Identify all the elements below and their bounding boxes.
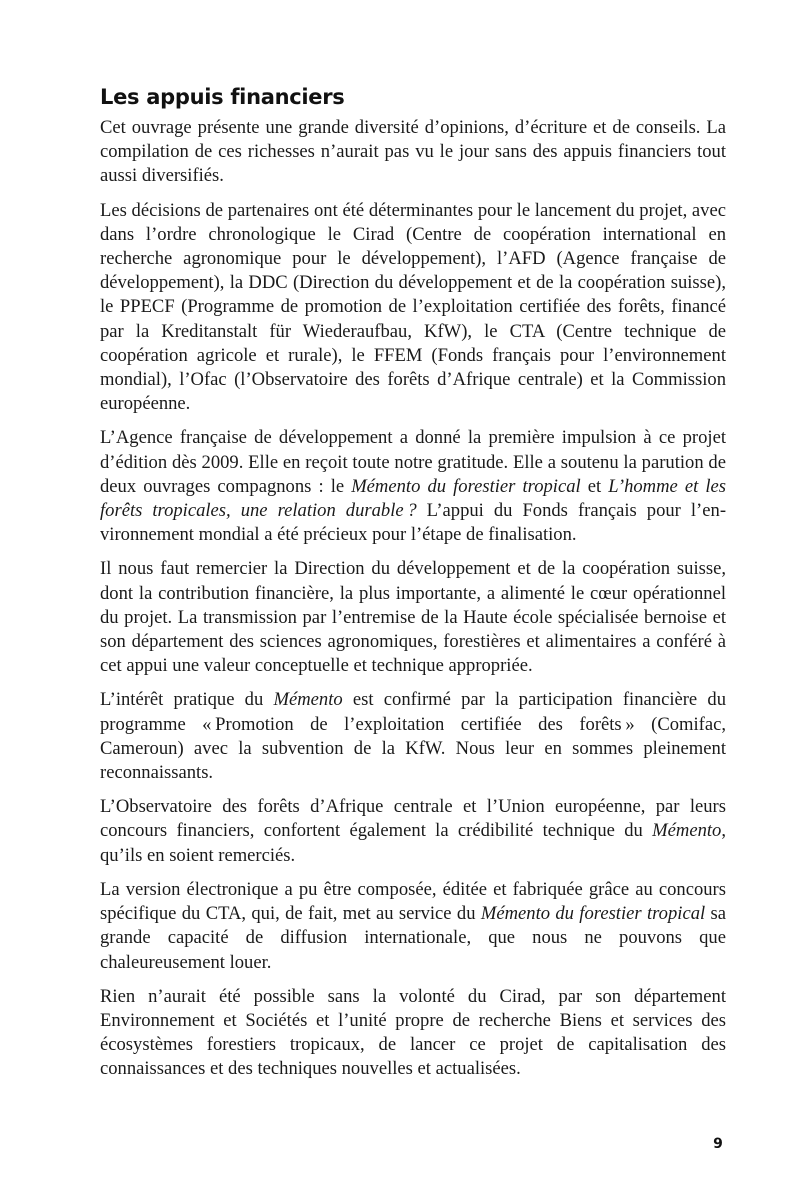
book-title-memento: Mémento du forestier tropical: [351, 475, 581, 497]
paragraph-text: Rien n’aurait été possible sans la volonté du Cirad, par son département Environnement et Sociétés et l’unité propre de recherche Biens et services des écosystèmes forestiers tropicaux, de lancer ce projet de capitalisation des connaissances et des techniques nouvelles et actualisées.: [100, 985, 726, 1080]
paragraph-text: L’Observatoire des forêts d’Afrique centrale et l’Union européenne, par leurs concours financiers, confortent également la crédibilité technique du: [100, 796, 726, 842]
paragraph-text: L’appui du Fonds français pour l’environnement mondial a été précieux pour l’étape de finalisation.: [100, 500, 727, 546]
section-heading: Les appuis financiers: [100, 85, 345, 109]
paragraph-text: sa grande capacité de diffusion internationale, que nous ne pouvons que chaleureusement louer.: [100, 903, 726, 973]
paragraph-cirad: [100, 985, 726, 1082]
paragraph-ppecf: [100, 688, 726, 785]
page-body: [100, 82, 726, 1092]
paragraph-text: , qu’ils en soient remerciés.: [100, 820, 726, 866]
paragraph-text: L’Agence française de développement a donné la première impulsion à ce projet d’édition dès 2009. Elle en reçoit toute notre gratitude. Elle a soutenu la parution de deux ouvrages compagnons : le: [100, 427, 726, 497]
paragraph-ofac-ue: [100, 795, 726, 868]
page-number: 9: [713, 1136, 723, 1152]
paragraph-text: La version électronique a pu être composée, éditée et fabriquée grâce au concours spécifique du CTA, qui, de fait, met au service du: [100, 878, 726, 925]
paragraph-intro: [100, 116, 726, 189]
paragraph-text: Il nous faut remercier la Direction du développement et de la coopération suisse, dont la contribution financière, la plus importante, a alimenté le cœur opérationnel du projet. La transmission par l’entremise de la Haute école spécialisée bernoise et son département des sciences agronomiques, forestières et alimentaires a conféré à cet appui une valeur conceptuelle et technique appropriée.: [100, 558, 726, 677]
paragraph-text: et: [580, 475, 609, 497]
book-title-memento-forestier: Mémento du forestier tropical: [480, 903, 706, 925]
paragraph-text: est confirmé par la participation financière du programme « Promotion de l’exploitation certifiée des forêts » (Comifac, Cameroun) avec la subvention de la KfW. Nous leur en sommes pleinement reconnaissants.: [100, 689, 726, 784]
book-title-homme-forets: L’homme et les forêts tropicales, une relation durable ?: [100, 475, 727, 522]
paragraph-ddc: [100, 557, 726, 678]
paragraph-cta: [100, 878, 726, 975]
paragraph-text: Cet ouvrage présente une grande diversité d’opinions, d’écriture et de conseils. La compilation de ces richesses n’aurait pas vu le jour sans des appuis financiers tout aussi diversifiés.: [100, 117, 726, 187]
paragraph-text: L’intérêt pratique du: [100, 689, 274, 711]
book-title-memento: Mémento: [652, 820, 722, 842]
paragraph-partners: [100, 199, 726, 417]
book-title-memento: Mémento: [273, 689, 343, 711]
paragraph-afd: [100, 426, 726, 547]
paragraph-text: Les décisions de partenaires ont été déterminantes pour le lancement du projet, avec dans l’ordre chronologique le Cirad (Centre de coopération international en recherche agronomique pour le développement), l’AFD (Agence française de développement), la DDC (Direction du développement et de la coopération suisse), le PPECF (Programme de promotion de l’exploitation certifiée des forêts, financé par la Kreditanstalt für Wiederaufbau, KfW), le CTA (Centre technique de coopération agricole et rurale), le FFEM (Fonds français pour l’environnement mondial), l’Ofac (l’Observatoire des forêts d’Afrique centrale) et la Commission européenne.: [100, 199, 726, 415]
